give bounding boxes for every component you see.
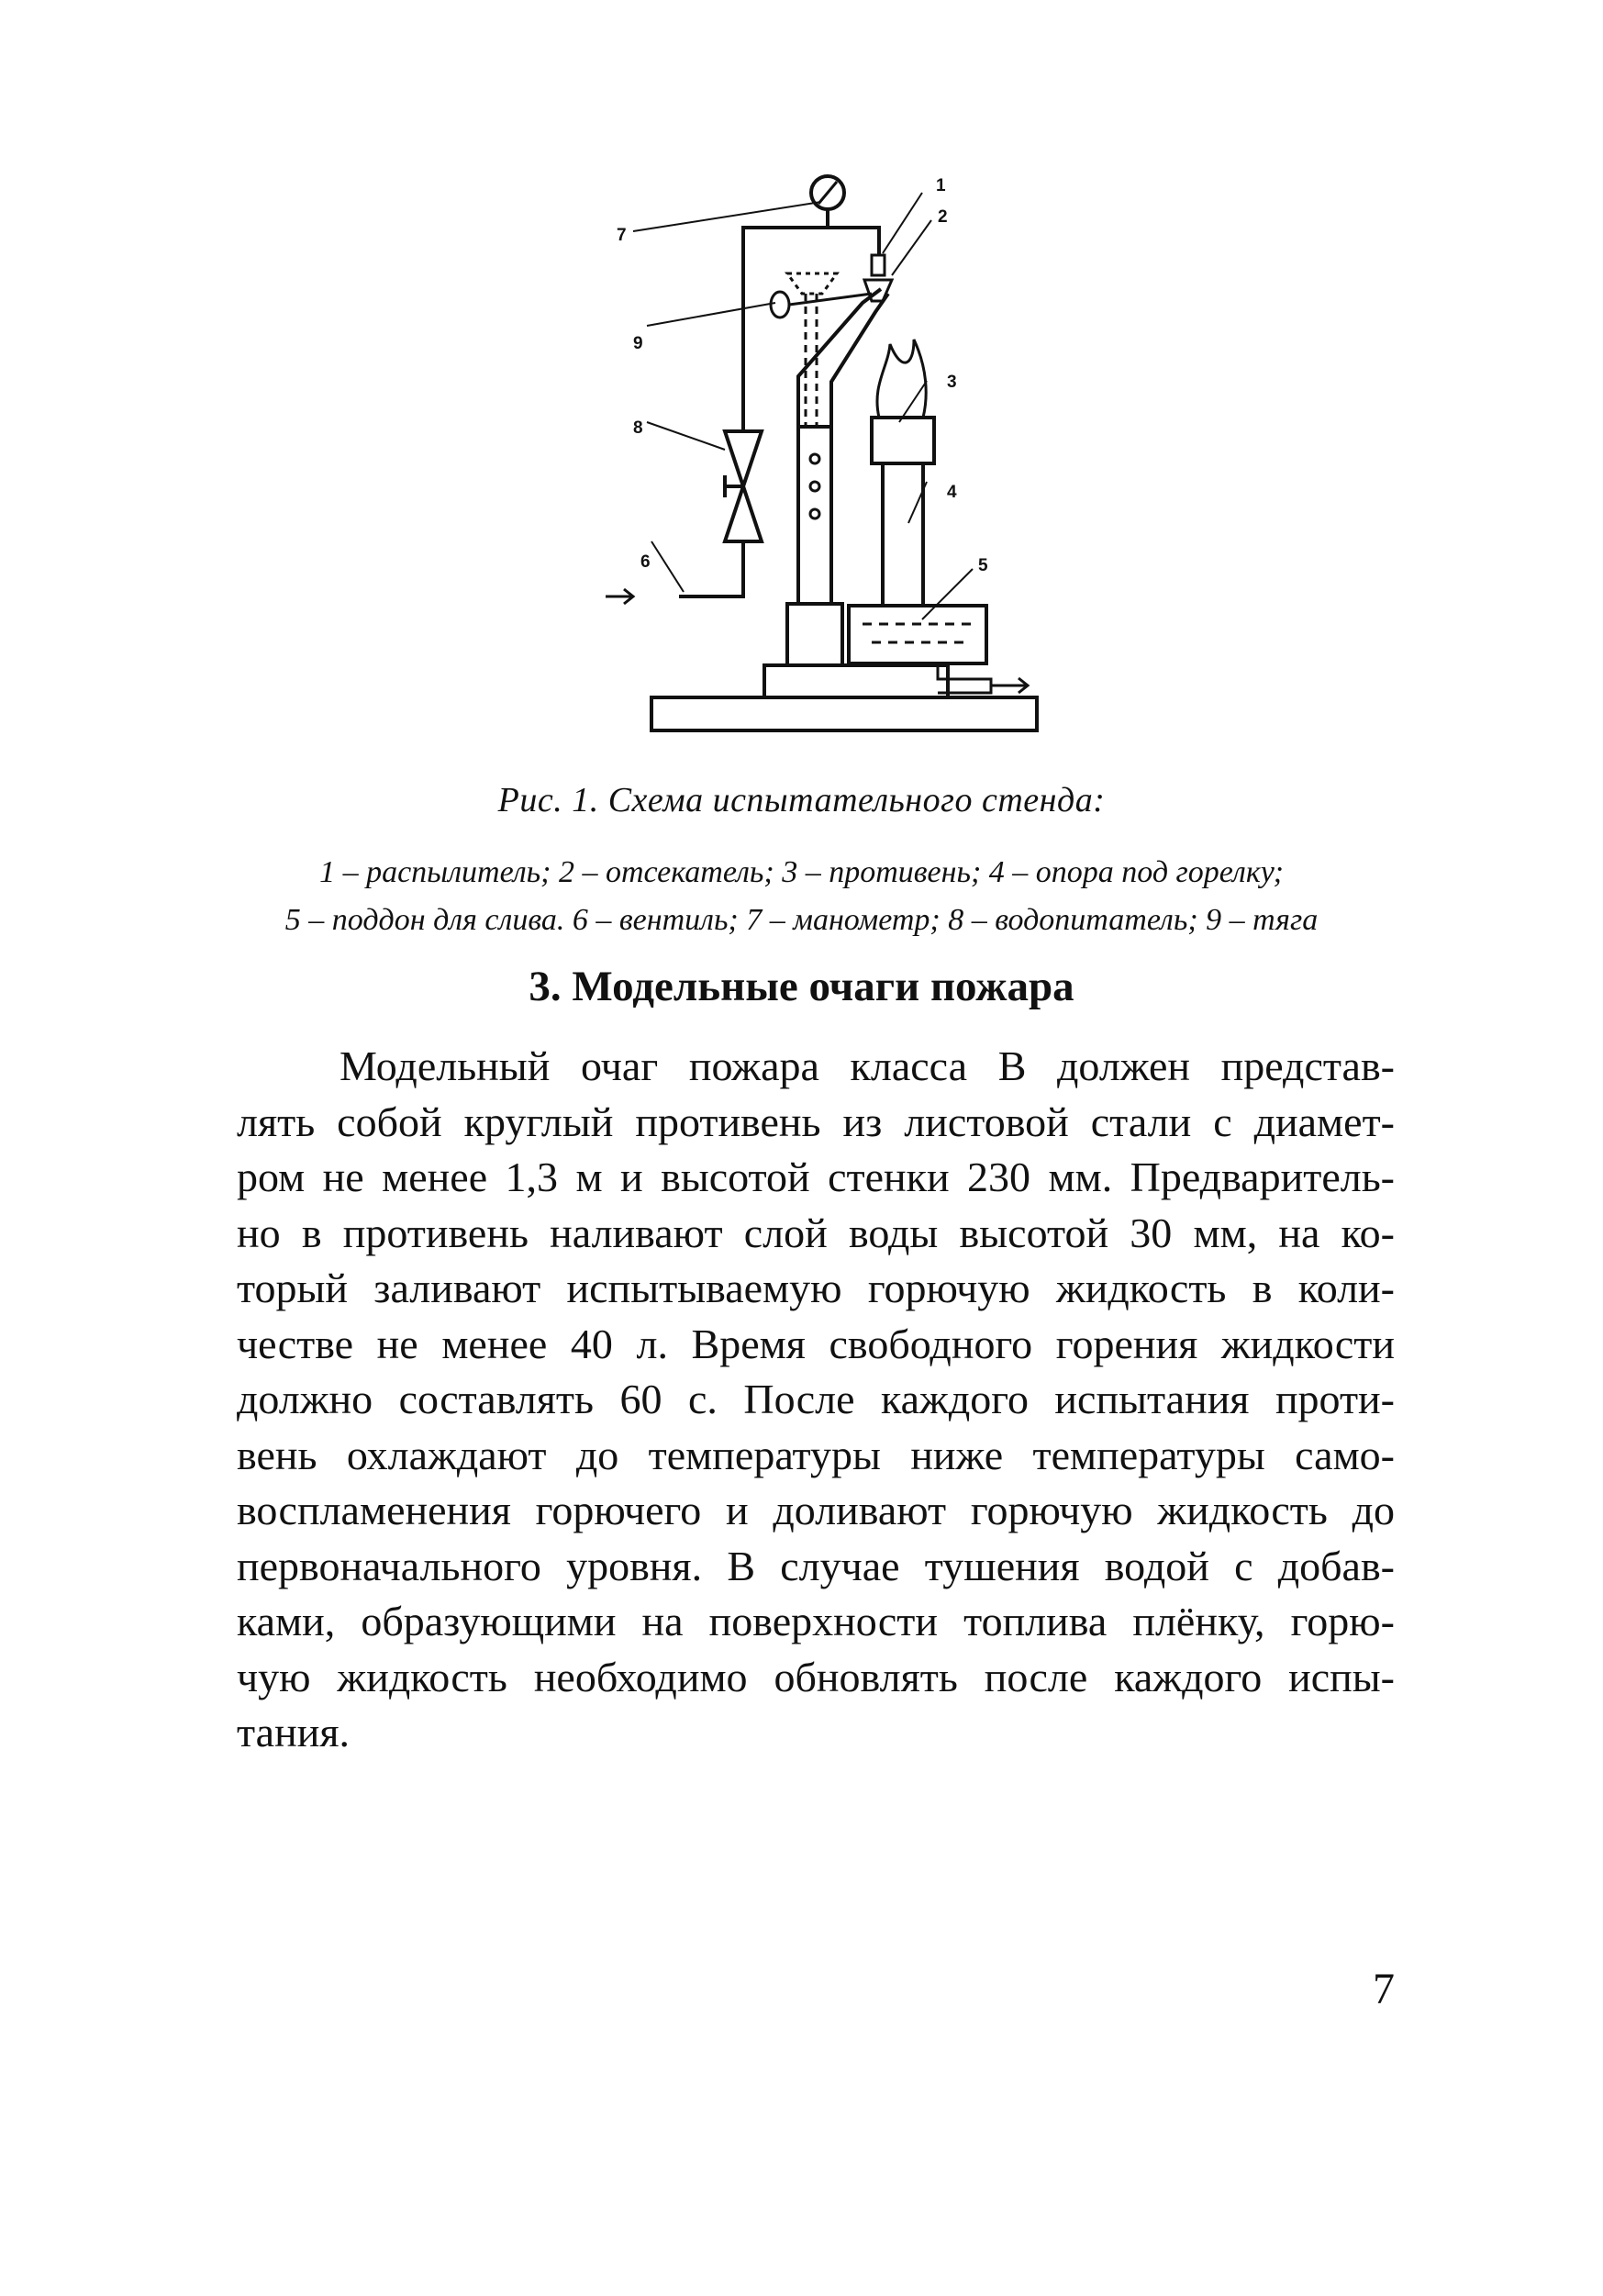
test-stand-diagram [596, 165, 1110, 762]
callout-1: 1 [936, 176, 946, 195]
page-number: 7 [1373, 1965, 1395, 2013]
pan [872, 418, 934, 463]
paragraph-line: честве не менее 40 л. Время свободного горения жидкости [237, 1320, 1395, 1367]
paragraph-line: торый заливают испытываемую горючую жидкость в коли- [237, 1265, 1395, 1311]
callout-3: 3 [947, 373, 957, 392]
column-base [787, 604, 842, 665]
paragraph-line: тания. [237, 1709, 350, 1755]
callout-2: 2 [938, 207, 948, 227]
paragraph-line: ром не менее 1,3 м и высотой стенки 230 мм. Предваритель- [237, 1154, 1395, 1200]
callout-4: 4 [947, 483, 957, 502]
callout-5: 5 [978, 556, 988, 575]
bent-pipe [798, 289, 881, 427]
burner-support [883, 463, 923, 606]
paragraph-line: лять собой круглый противень из листовой стали с диамет- [237, 1098, 1395, 1145]
paragraph-line: Модельный очаг пожара класса В должен представ- [340, 1042, 1395, 1089]
drain-tray [849, 606, 986, 663]
paragraph-line: вень охлаждают до температуры ниже температуры само- [237, 1431, 1395, 1478]
callout-7: 7 [617, 226, 627, 245]
paragraph-line: ками, образующими на поверхности топлива плёнку, горю- [237, 1598, 1395, 1644]
paragraph-line: чую жидкость необходимо обновлять после каждого испы- [237, 1653, 1395, 1700]
paragraph-line: но в противень наливают слой воды высотой 30 мм, на ко- [237, 1209, 1395, 1256]
paragraph-line: воспламенения горючего и доливают горючую жидкость до [237, 1487, 1395, 1533]
callout-8: 8 [633, 418, 643, 438]
figure-caption-title: Рис. 1. Схема испытательного стенда: [497, 781, 1106, 819]
body-paragraph [237, 1039, 1395, 1761]
platform [764, 665, 948, 697]
base-plate [651, 697, 1037, 730]
paragraph-line: должно составлять 60 с. После каждого испытания проти- [237, 1376, 1395, 1422]
flame [877, 340, 926, 418]
paragraph-line: первоначального уровня. В случае тушения водой с добав- [237, 1542, 1395, 1589]
figure-caption-legend [184, 849, 1419, 944]
callout-9: 9 [633, 334, 643, 353]
sprayer [872, 255, 885, 275]
inlet-arrow [606, 589, 633, 604]
legend-line: 5 – поддон для слива. 6 – вентиль; 7 – манометр; 8 – водопитатель; 9 – тяга [284, 903, 1319, 937]
legend-line: 1 – распылитель; 2 – отсекатель; 3 – противень; 4 – опора под горелку; [319, 855, 1284, 889]
section-heading: 3. Модельные очаги пожара [529, 963, 1074, 1010]
callout-6: 6 [640, 552, 651, 572]
